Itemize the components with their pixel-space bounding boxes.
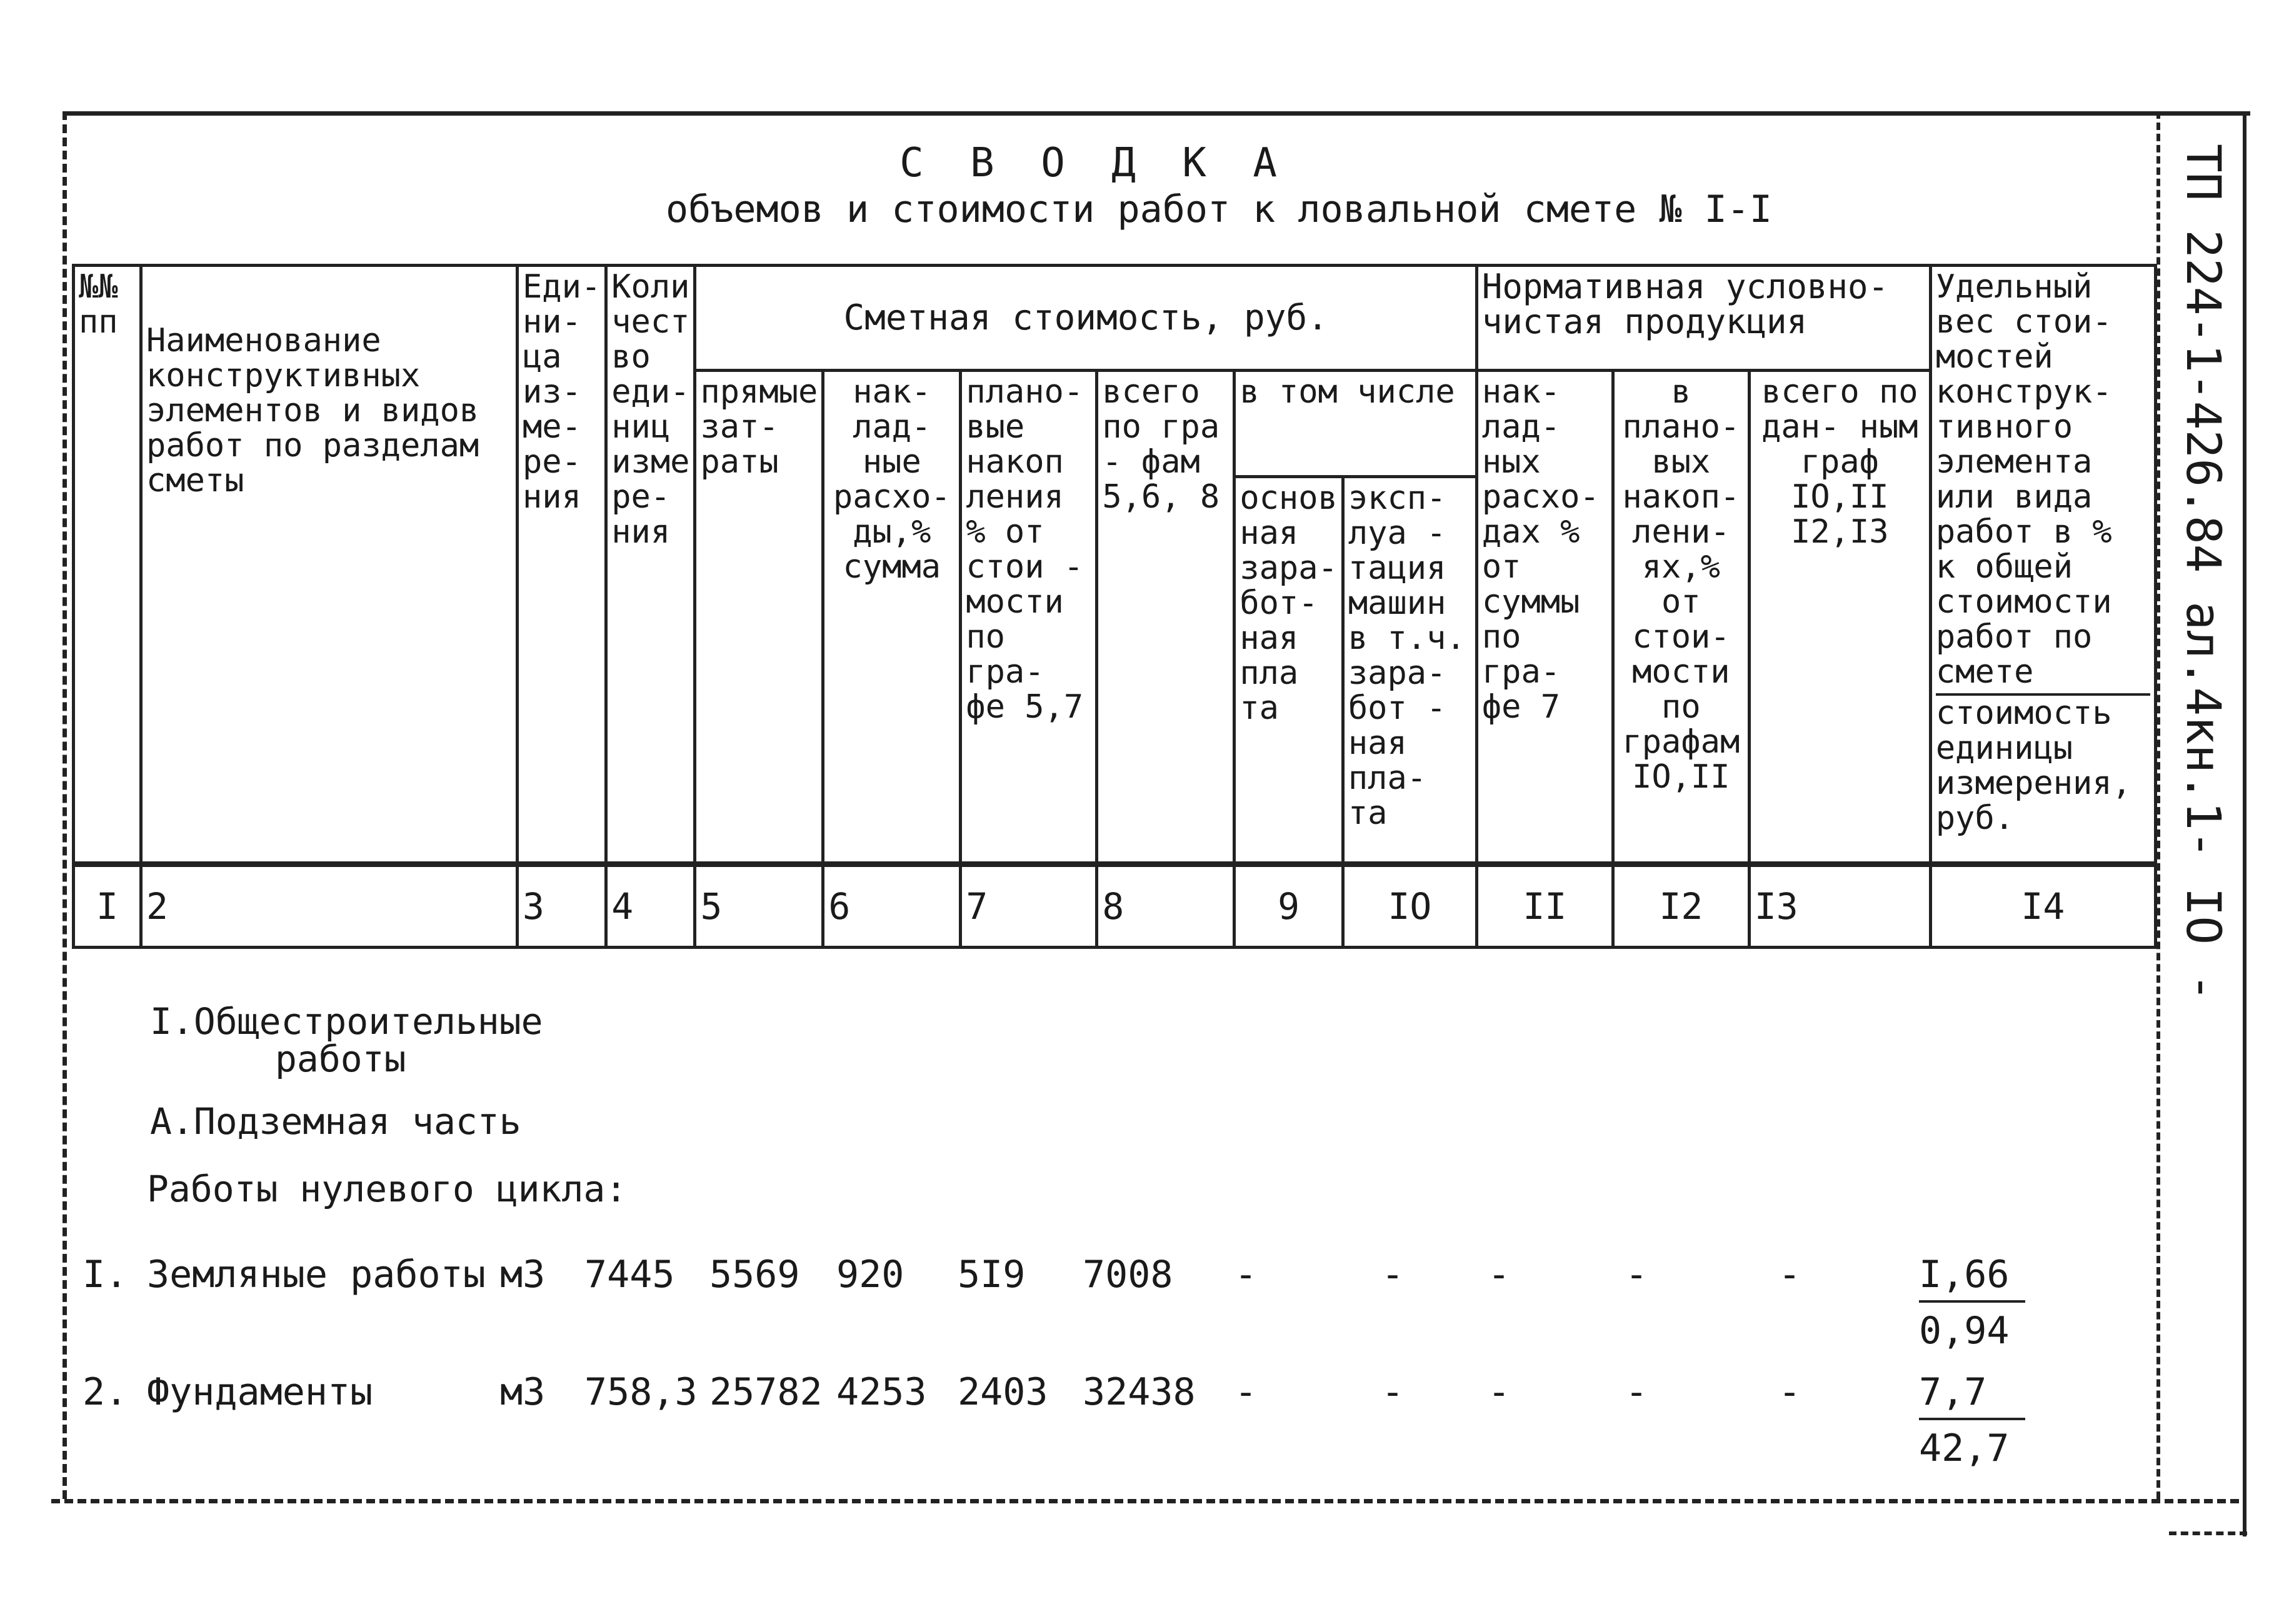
- frame-outer-right-border: [2243, 111, 2246, 1536]
- row-total: 32438: [1083, 1370, 1196, 1414]
- column-number: 2: [141, 865, 518, 948]
- row-overheads: 920: [836, 1253, 904, 1296]
- row-planned-savings: 2403: [958, 1370, 1048, 1414]
- header-col-name: Наименование конструктивных элементов и видов работ по разделам сметы: [141, 266, 518, 865]
- header-col14-bottom: стоимость единицы измерения, руб.: [1935, 694, 2131, 837]
- document-title: С В О Д К А: [899, 140, 1288, 186]
- column-number: I2: [1613, 865, 1749, 948]
- section-heading-zero-cycle: Работы нулевого цикла:: [147, 1168, 628, 1210]
- document-subtitle: объемов и стоимости работ к ловальной смете № I-I: [665, 188, 1773, 231]
- row-norm-total: -: [1778, 1253, 1801, 1296]
- row-norm-overheads: -: [1488, 1370, 1511, 1414]
- header-group-normative-product: Нормативная условно- чистая продукция: [1476, 266, 1930, 371]
- header-col-overheads: нак- лад- ные расхо- ды,% сумма: [823, 371, 961, 865]
- section-heading-underground: А.Подземная часть: [150, 1100, 521, 1143]
- row-base-salary: -: [1235, 1370, 1258, 1414]
- frame-left-border: [63, 111, 67, 1499]
- frame-outer-bottom-stub: [2169, 1531, 2247, 1535]
- column-number: 4: [606, 865, 695, 948]
- row-unit: м3: [500, 1370, 546, 1414]
- header-group-estimated-cost: Сметная стоимость, руб.: [695, 266, 1476, 371]
- side-document-code: ТП 224-1-426.84 ал.4кн.1- IO -: [2176, 144, 2231, 1002]
- header-col-specific-weight: [1930, 266, 2155, 865]
- column-number: 3: [518, 865, 606, 948]
- column-number: I3: [1749, 865, 1930, 948]
- row-unit-cost: 42,7: [1919, 1426, 2010, 1470]
- header-col-unit: Еди- ни- ца из- ме- ре- ния: [518, 266, 606, 865]
- row-unit: м3: [500, 1253, 546, 1296]
- column-number: 9: [1235, 865, 1343, 948]
- header-col-total: всего по гра - фам 5,6, 8: [1097, 371, 1235, 865]
- row-norm-overheads: -: [1488, 1253, 1511, 1296]
- row-direct-costs: 25782: [709, 1370, 823, 1414]
- row-specific-weight: I,66: [1919, 1253, 2025, 1303]
- summary-header-table: [72, 264, 2157, 949]
- row-machine-operation: -: [1381, 1253, 1405, 1296]
- row-quantity: 7445: [584, 1253, 675, 1296]
- column-number: I4: [1930, 865, 2155, 948]
- row-name: Земляные работы: [147, 1253, 486, 1296]
- row-overheads: 4253: [836, 1370, 927, 1414]
- header-col-machine-operation: эксп- луа - тация машин в т.ч. зара- бот - ная пла- та: [1343, 477, 1476, 865]
- header-col-direct-costs: прямые зат- раты: [695, 371, 823, 865]
- row-unit-cost: 0,94: [1919, 1309, 2010, 1353]
- row-name: Фундаменты: [147, 1370, 373, 1414]
- row-number: 2.: [83, 1370, 128, 1414]
- section-heading-general-construction: I.Общестроительные: [150, 1000, 543, 1043]
- column-number: 5: [695, 865, 823, 948]
- row-total: 7008: [1083, 1253, 1173, 1296]
- column-number: II: [1476, 865, 1613, 948]
- column-number: 8: [1097, 865, 1235, 948]
- row-machine-operation: -: [1381, 1370, 1405, 1414]
- row-direct-costs: 5569: [709, 1253, 800, 1296]
- header-col-number: №№ пп: [74, 266, 141, 865]
- row-base-salary: -: [1235, 1253, 1258, 1296]
- row-norm-savings: -: [1625, 1370, 1648, 1414]
- header-col-norm-overheads: нак- лад- ных расхо- дах % от суммы по гра- фе 7: [1476, 371, 1613, 865]
- header-col-norm-savings: в плано- вых накоп- лени- ях,% от стои- мости по графам IO,II: [1613, 371, 1749, 865]
- row-norm-savings: -: [1625, 1253, 1648, 1296]
- column-number: IO: [1343, 865, 1476, 948]
- frame-top-border: [63, 111, 2250, 116]
- header-col14-top: Удельный вес стои- мостей конструк- тивного элемента или вида работ в % к общей стоимости работ по смете: [1936, 269, 2150, 696]
- column-number: I: [74, 865, 141, 948]
- row-planned-savings: 5I9: [958, 1253, 1026, 1296]
- frame-inner-right-border: [2156, 111, 2160, 1499]
- row-quantity: 758,3: [584, 1370, 698, 1414]
- frame-bottom-border: [51, 1499, 2239, 1503]
- row-number: I.: [83, 1253, 128, 1296]
- header-col-base-salary: основ ная зара- бот- ная пла та: [1235, 477, 1343, 865]
- header-col-planned-savings: плано- вые накоп ления % от стои - мости по гра- фе 5,7: [961, 371, 1097, 865]
- header-col-quantity: Коли чест во еди- ниц изме ре- ния: [606, 266, 695, 865]
- header-col-norm-total: всего по дан- ным граф IO,II I2,I3: [1749, 371, 1930, 865]
- row-specific-weight: 7,7: [1919, 1370, 2025, 1420]
- section-heading-works: работы: [275, 1038, 406, 1080]
- header-group-including: в том числе: [1235, 371, 1477, 477]
- column-number: 6: [823, 865, 961, 948]
- row-norm-total: -: [1778, 1370, 1801, 1414]
- column-number: 7: [961, 865, 1097, 948]
